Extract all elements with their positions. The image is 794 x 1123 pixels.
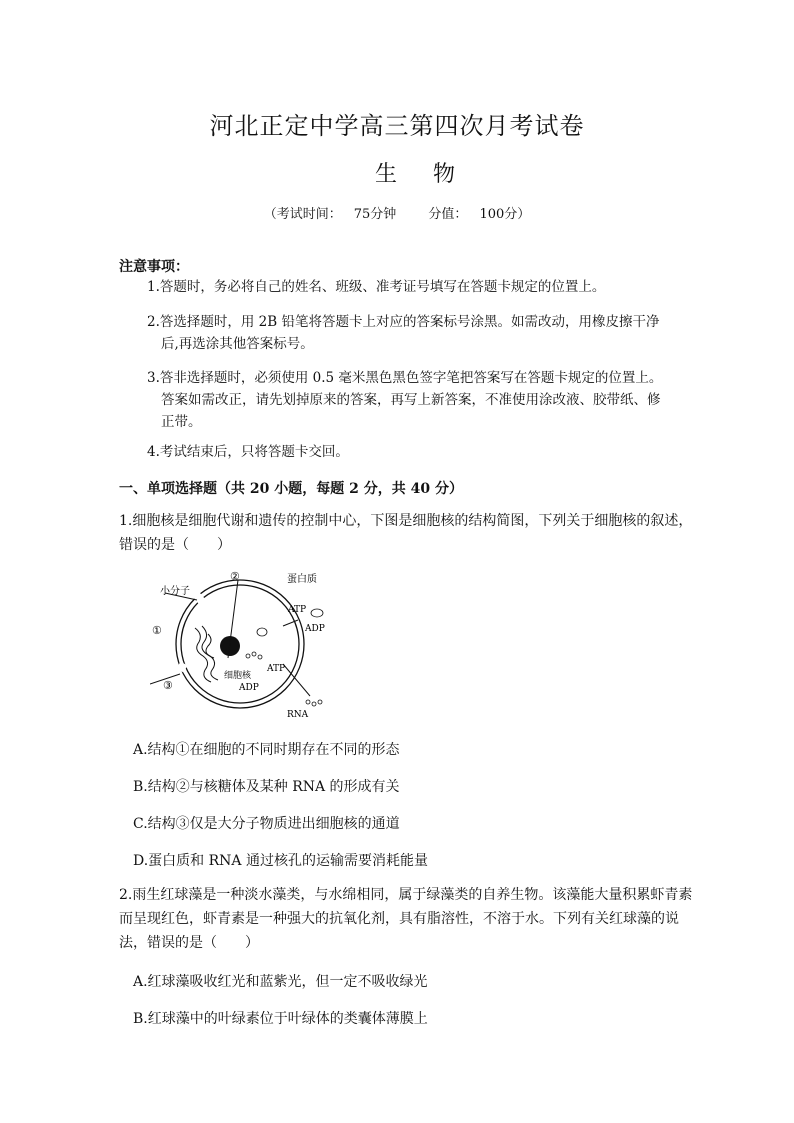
notice-line: 后,再选涂其他答案标号。: [161, 336, 314, 352]
label-atp-top: ATP: [288, 605, 307, 615]
label-2: ②: [230, 570, 240, 583]
notice-line: 2.答选择题时，用 2B 铅笔将答题卡上对应的答案标号涂黑。如需改动，用橡皮擦干净: [147, 314, 660, 330]
chromatin: [195, 626, 218, 682]
exam-meta: [0, 203, 794, 222]
question-line: 错误的是（ ）: [119, 537, 231, 553]
label-3: ③: [163, 679, 173, 692]
score-value: 100分）: [479, 207, 531, 222]
question-line: 1.细胞核是细胞代谢和遗传的控制中心，下图是细胞核的结构简图，下列关于细胞核的叙述，: [119, 513, 693, 529]
nucleus-diagram: [150, 568, 350, 728]
notice-line: 答案如需改正，请先划掉原来的答案，再写上新答案，不准使用涂改液、胶带纸、修: [161, 392, 661, 408]
exam-title: 河北正定中学高三第四次月考试卷: [209, 112, 585, 140]
question-1-stem: [119, 509, 692, 557]
q2-option-a[interactable]: A.红球藻吸收红光和蓝紫光，但一定不吸收绿光: [133, 974, 428, 990]
notice-item-2: [147, 311, 659, 355]
q1-option-d[interactable]: D.蛋白质和 RNA 通过核孔的运输需要消耗能量: [133, 853, 428, 869]
score-label: 分值：: [428, 207, 468, 222]
label-small-molecule: 小分子: [160, 586, 190, 597]
notice-line: 正带。: [161, 414, 202, 430]
question-line: 法，错误的是（ ）: [119, 935, 259, 951]
label-rna: RNA: [287, 710, 309, 720]
notice-heading: 注意事项：: [119, 259, 189, 275]
q1-option-a[interactable]: A.结构①在细胞的不同时期存在不同的形态: [133, 742, 400, 758]
time-value: 75分钟: [353, 207, 397, 222]
question-2-stem: [119, 883, 692, 955]
notice-item-1: [147, 276, 605, 298]
label-adp-top: ADP: [305, 624, 325, 634]
section-heading: 一、单项选择题（共 20 小题，每题 2 分，共 40 分）: [119, 481, 463, 497]
label-nucleus: 细胞核: [224, 671, 252, 681]
notice-line: 1.答题时，务必将自己的姓名、班级、准考证号填写在答题卡规定的位置上。: [147, 279, 606, 295]
exam-subject: 生物: [374, 162, 491, 187]
q1-option-c[interactable]: C.结构③仅是大分子物质进出细胞核的通道: [133, 816, 400, 832]
time-label: （考试时间：: [263, 207, 342, 222]
question-line: 2.雨生红球藻是一种淡水藻类，与水绵相同，属于绿藻类的自养生物。该藻能大量积累虾青素: [119, 887, 693, 903]
notice-item-3: [147, 367, 662, 433]
q2-option-b[interactable]: B.红球藻中的叶绿素位于叶绿体的类囊体薄膜上: [133, 1011, 428, 1027]
label-adp-bottom: ADP: [239, 683, 259, 693]
label-1: ①: [152, 624, 162, 637]
label-atp-bottom: ATP: [267, 664, 286, 674]
question-line: 而呈现红色，虾青素是一种强大的抗氧化剂，具有脂溶性，不溶于水。下列有关红球藻的说: [119, 911, 679, 927]
notice-line: 4.考试结束后，只将答题卡交回。: [147, 444, 349, 460]
notice-item-4: [147, 441, 349, 463]
q1-option-b[interactable]: B.结构②与核糖体及某种 RNA 的形成有关: [133, 779, 400, 795]
notice-line: 3.答非选择题时，必须使用 0.5 毫米黑色黑色签字笔把答案写在答题卡规定的位置上。: [147, 370, 663, 386]
label-protein: 蛋白质: [287, 574, 317, 585]
